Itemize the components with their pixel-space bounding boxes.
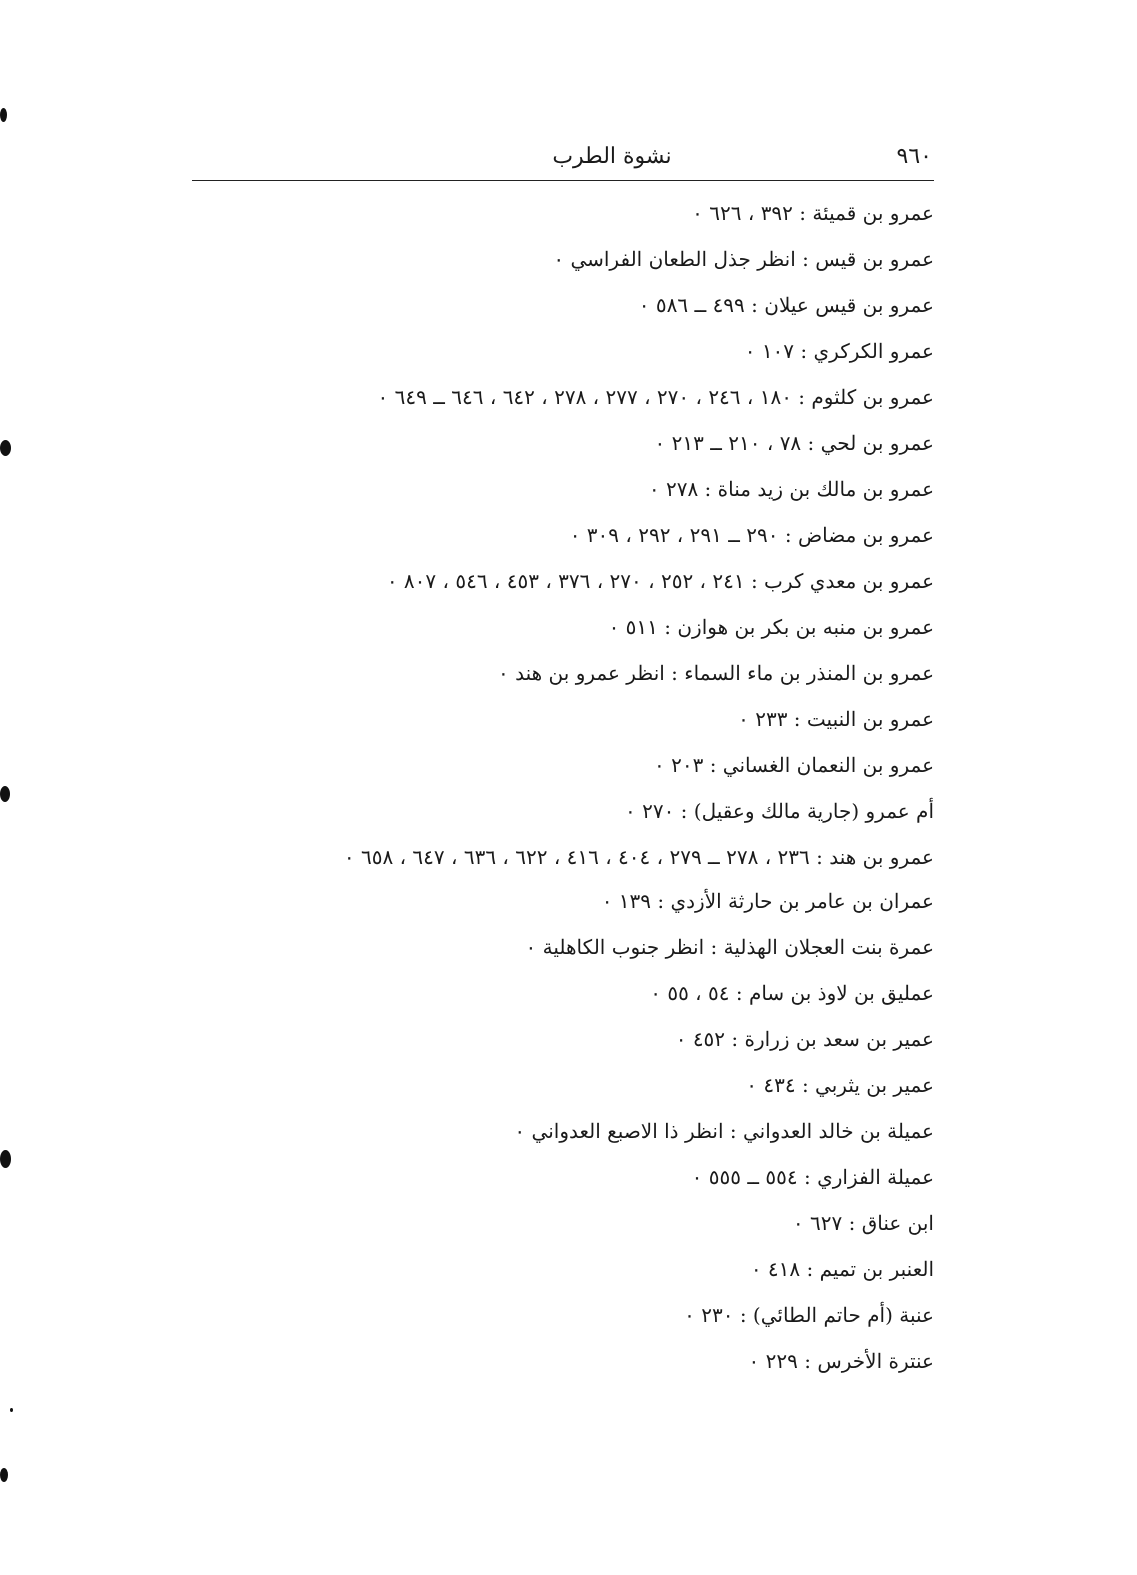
index-entries	[189, 198, 934, 1392]
index-entry: عمرو بن قيس : انظر جذل الطعان الفراسي ٠	[553, 247, 934, 271]
index-entry: عنبة (أم حاتم الطائي) : ٢٣٠ ٠	[684, 1303, 934, 1327]
index-entry: أم عمرو (جارية مالك وعقيل) : ٢٧٠ ٠	[624, 799, 934, 823]
index-entry: عمير بن يثربي : ٤٣٤ ٠	[746, 1073, 934, 1097]
index-entry: عمرو بن النبيت : ٢٣٣ ٠	[738, 707, 934, 731]
index-entry: عمرو بن معدي كرب : ٢٤١ ، ٢٥٢ ، ٢٧٠ ، ٣٧٦ ، ٤٥٣ ، ٥٤٦ ، ٨٠٧ ٠	[386, 569, 934, 593]
index-entry: عمرو بن كلثوم : ١٨٠ ، ٢٤٦ ، ٢٧٠ ، ٢٧٧ ، ٢٧٨ ، ٦٤٢ ، ٦٤٦ ــ ٦٤٩ ٠	[377, 385, 934, 409]
page-header	[192, 138, 934, 181]
index-entry: عميلة الفزاري : ٥٥٤ ــ ٥٥٥ ٠	[691, 1165, 934, 1189]
index-entry: عمرو بن قيس عيلان : ٤٩٩ ــ ٥٨٦ ٠	[638, 293, 934, 317]
index-entry: عمرو بن قميئة : ٣٩٢ ، ٦٢٦ ٠	[692, 201, 934, 225]
index-entry: عمرو بن منبه بن بكر بن هوازن : ٥١١ ٠	[608, 615, 934, 639]
scan-speck	[0, 1468, 8, 1482]
index-entry: عمرة بنت العجلان الهذلية : انظر جنوب الكاهلية ٠	[525, 935, 934, 959]
scan-speck	[0, 786, 10, 802]
index-entry: عمرو بن المنذر بن ماء السماء : انظر عمرو بن هند ٠	[498, 661, 934, 685]
index-entry: عمير بن سعد بن زرارة : ٤٥٢ ٠	[675, 1027, 934, 1051]
index-entry: عنترة الأخرس : ٢٢٩ ٠	[748, 1349, 934, 1373]
index-entry: عمرو بن مالك بن زيد مناة : ٢٧٨ ٠	[648, 477, 934, 501]
index-entry: عمرو الكركري : ١٠٧ ٠	[744, 339, 934, 363]
index-entry: عميلة بن خالد العدواني : انظر ذا الاصبع العدواني ٠	[514, 1119, 934, 1143]
index-entry: عمرو بن هند : ٢٣٦ ، ٢٧٨ ــ ٢٧٩ ، ٤٠٤ ، ٤١٦ ، ٦٢٢ ، ٦٣٦ ، ٦٤٧ ، ٦٥٨ ٠	[343, 845, 934, 869]
index-entry: عمرو بن النعمان الغساني : ٢٠٣ ٠	[654, 753, 934, 777]
scan-speck	[0, 1150, 11, 1168]
running-title: نشوة الطرب	[552, 144, 672, 169]
index-entry: عمليق بن لاوذ بن سام : ٥٤ ، ٥٥ ٠	[650, 981, 934, 1005]
scan-speck	[0, 108, 7, 122]
index-entry: عمرو بن مضاض : ٢٩٠ ــ ٢٩١ ، ٢٩٢ ، ٣٠٩ ٠	[569, 523, 934, 547]
scan-speck	[0, 440, 11, 456]
index-entry: ابن عناق : ٦٢٧ ٠	[792, 1211, 934, 1235]
index-entry: عمرو بن لحي : ٧٨ ، ٢١٠ ــ ٢١٣ ٠	[654, 431, 934, 455]
index-entry: عمران بن عامر بن حارثة الأزدي : ١٣٩ ٠	[601, 889, 934, 913]
page-number: ٩٦٠	[896, 144, 932, 169]
scan-speck	[10, 1408, 13, 1412]
index-entry: العنبر بن تميم : ٤١٨ ٠	[750, 1257, 934, 1281]
